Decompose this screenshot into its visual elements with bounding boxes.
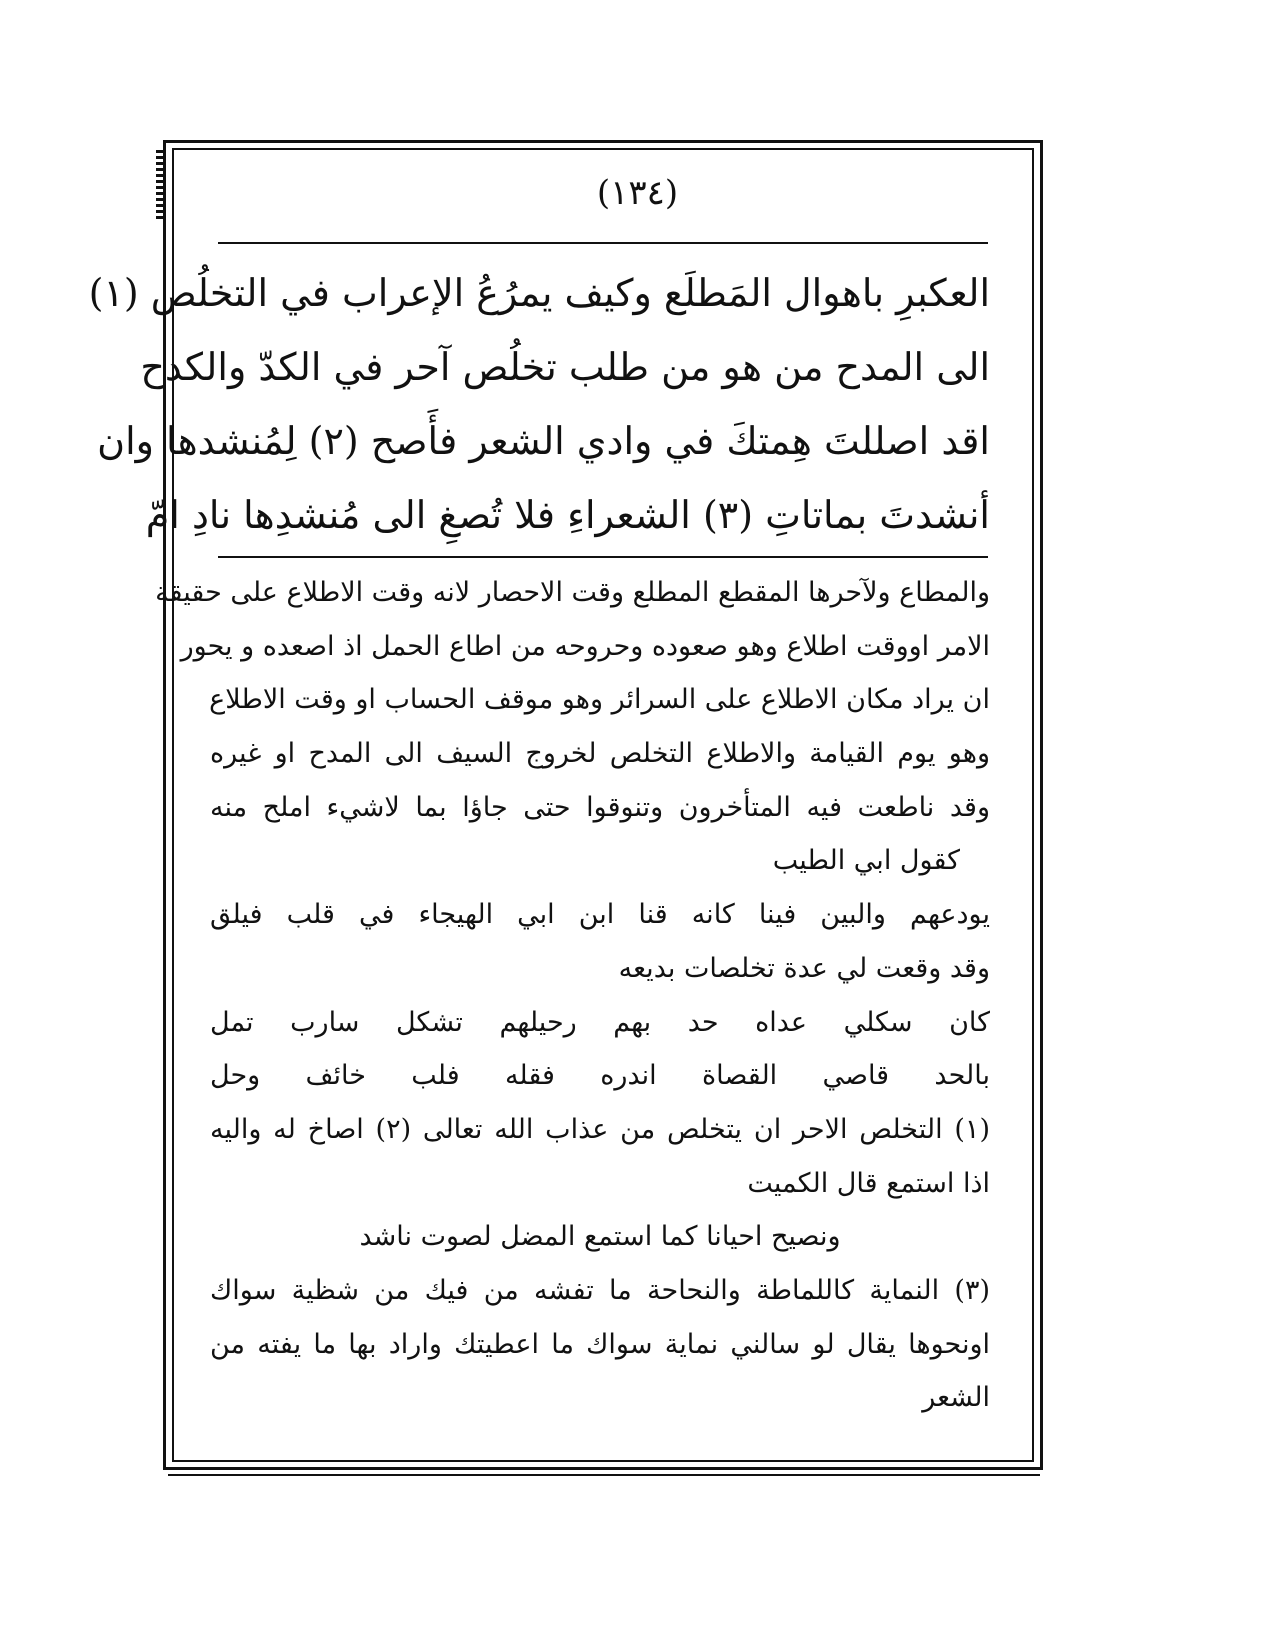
commentary-line: وقد ناطعت فيه المتأخرون وتنوقوا حتى جاؤا بما لاشيء املح منه (210, 791, 990, 823)
main-text-line: العكبرِ باهوال المَطلَع وكيف يمرُعُ الإعراب في التخلُص (١) (88, 271, 990, 315)
commentary-line: وهو يوم القيامة والاطلاع التخلص لخروج السيف الى المدح او غيره (210, 738, 990, 770)
footnote-line: اونحوها يقال لو سالني نماية سواك ما اعطيتك واراد بها ما يفته من (210, 1328, 990, 1360)
main-text-line: الى المدح من هو من طلب تخلُص آحر في الكدّ والكدح (140, 345, 990, 389)
commentary-line: كقول ابي الطيب (772, 845, 960, 877)
commentary-line: الامر اووقت اطلاع وهو صعوده وحروحه من اطاع الحمل اذ اصعده و يحور (180, 630, 990, 662)
footnote-line: (٣) النماية كاللماطة والنحاحة ما تفشه من فيك من شظية سواك (210, 1274, 990, 1306)
footnote-line: الشعر (922, 1382, 990, 1414)
commentary-line: وقد وقعت لي عدة تخلصات بديعه (618, 952, 990, 984)
commentary-divider (218, 556, 988, 558)
page-number: (١٣٤) (596, 173, 679, 213)
commentary-line: والمطاع ولآحرها المقطع المطلع وقت الاحصار لانه وقت الاطلاع على حقيقة (155, 577, 990, 608)
footnote-line: (١) التخلص الاحر ان يتخلص من عذاب الله تعالى (٢) اصاخ له واليه (210, 1113, 990, 1145)
main-text (88, 256, 990, 552)
verse-line: بالحد قاصي القصاة اندره فقله فلب خائف وحل (210, 1060, 990, 1092)
footnote-line: اذا استمع قال الكميت (747, 1167, 990, 1199)
main-text-line: أنشدتَ بماتاتِ (٣) الشعراءِ فلا تُصغِ الى مُنشدِها نادِ امّ (145, 493, 990, 537)
verse-line: يودعهم والبين فينا كانه قنا ابن ابي الهيجاء في قلب فيلق (210, 899, 990, 931)
commentary (155, 566, 990, 1425)
main-text-line: اقد اصللتَ هِمتكَ في وادي الشعر فأَصح (٢) لِمُنشدها وان (97, 419, 990, 463)
header-divider (218, 242, 988, 244)
verse-line: كان سكلي عداه حد بهم رحيلهم تشكل سارب تمل (210, 1006, 990, 1038)
verse-line: ونصيح احيانا كما استمع المضل لصوت ناشد (359, 1221, 841, 1253)
commentary-line: ان يراد مكان الاطلاع على السرائر وهو موقف الحساب او وقت الاطلاع (209, 684, 990, 716)
page-border-bottom (168, 1474, 1040, 1476)
